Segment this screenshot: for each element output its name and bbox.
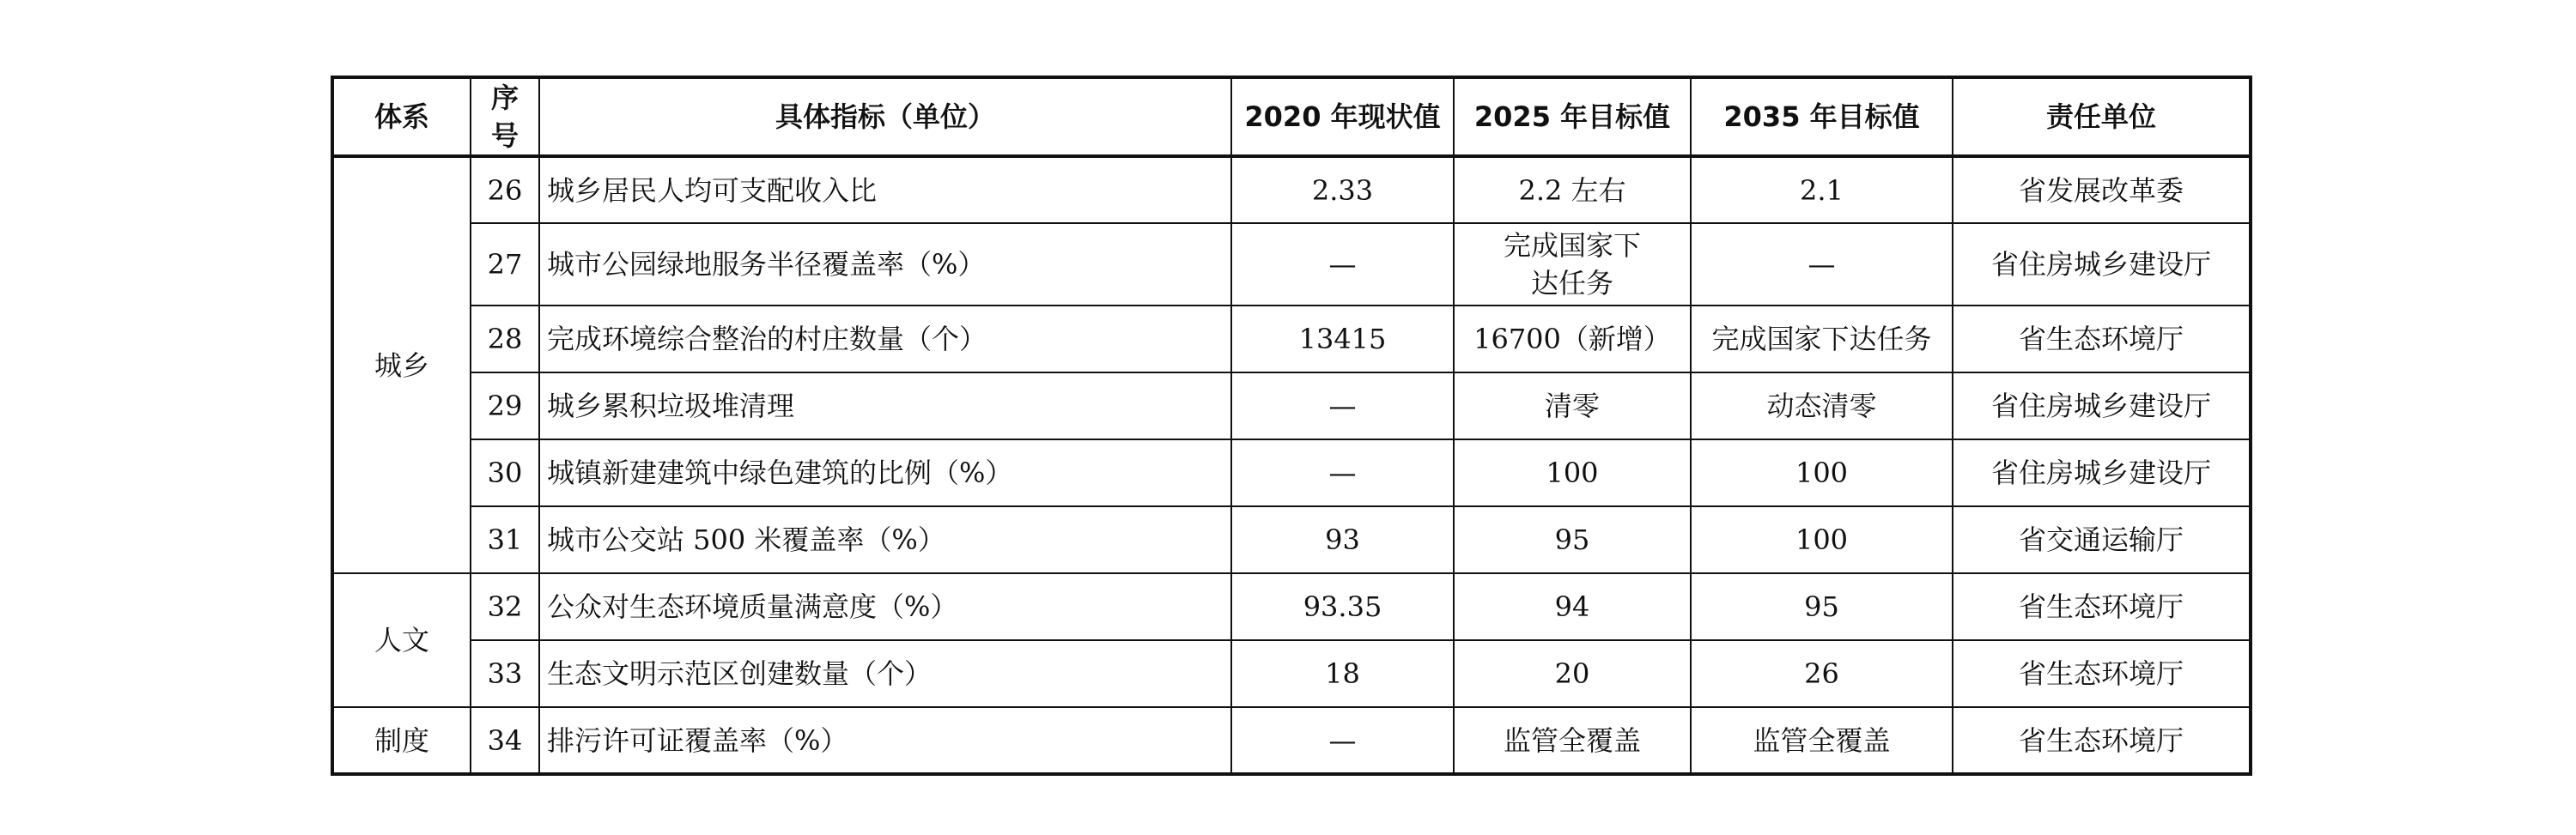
- row-2035: 动态清零: [1691, 372, 1953, 439]
- group-label-chengxiang: 城乡: [332, 156, 471, 573]
- row-no: 30: [471, 439, 539, 506]
- row-2020: —: [1231, 223, 1454, 306]
- header-2035: 2035 年目标值: [1691, 77, 1953, 156]
- row-2020: 18: [1231, 640, 1454, 707]
- row-indicator: 公众对生态环境质量满意度（%）: [539, 573, 1231, 640]
- row-dept: 省住房城乡建设厅: [1953, 372, 2251, 439]
- row-indicator: 城镇新建建筑中绿色建筑的比例（%）: [539, 439, 1231, 506]
- table-row: [332, 156, 2251, 223]
- row-2035: 26: [1691, 640, 1953, 707]
- row-2020: 13415: [1231, 306, 1454, 372]
- row-indicator: 城乡累积垃圾堆清理: [539, 372, 1231, 439]
- table-row: [332, 506, 2251, 573]
- row-2035: 监管全覆盖: [1691, 707, 1953, 774]
- row-no: 29: [471, 372, 539, 439]
- row-2020: —: [1231, 439, 1454, 506]
- table-row: [332, 439, 2251, 506]
- header-no: 序号: [471, 77, 539, 156]
- row-dept: 省生态环境厅: [1953, 306, 2251, 372]
- row-no: 33: [471, 640, 539, 707]
- row-2020: —: [1231, 707, 1454, 774]
- header-dept: 责任单位: [1953, 77, 2251, 156]
- row-2035: 完成国家下达任务: [1691, 306, 1953, 372]
- row-2020: 2.33: [1231, 156, 1454, 223]
- row-2025: 95: [1454, 506, 1691, 573]
- header-row: [332, 77, 2251, 156]
- row-2035: —: [1691, 223, 1953, 306]
- row-indicator: 城乡居民人均可支配收入比: [539, 156, 1231, 223]
- row-dept: 省生态环境厅: [1953, 707, 2251, 774]
- row-2025: 监管全覆盖: [1454, 707, 1691, 774]
- row-2025: 94: [1454, 573, 1691, 640]
- row-no: 32: [471, 573, 539, 640]
- row-no: 27: [471, 223, 539, 306]
- row-dept: 省交通运输厅: [1953, 506, 2251, 573]
- table-row: [332, 707, 2251, 774]
- row-no: 28: [471, 306, 539, 372]
- group-label-zhidu: 制度: [332, 707, 471, 774]
- table-row: [332, 573, 2251, 640]
- header-indicator: 具体指标（单位）: [539, 77, 1231, 156]
- row-dept: 省生态环境厅: [1953, 640, 2251, 707]
- row-indicator: 生态文明示范区创建数量（个）: [539, 640, 1231, 707]
- indicator-table: [331, 76, 2252, 776]
- header-2025: 2025 年目标值: [1454, 77, 1691, 156]
- row-dept: 省住房城乡建设厅: [1953, 439, 2251, 506]
- row-no: 31: [471, 506, 539, 573]
- table-row: [332, 372, 2251, 439]
- table-row: [332, 306, 2251, 372]
- row-2025: 完成国家下达任务: [1454, 223, 1691, 306]
- row-no: 26: [471, 156, 539, 223]
- row-2020: 93.35: [1231, 573, 1454, 640]
- header-2020: 2020 年现状值: [1231, 77, 1454, 156]
- row-dept: 省住房城乡建设厅: [1953, 223, 2251, 306]
- row-indicator: 排污许可证覆盖率（%）: [539, 707, 1231, 774]
- row-dept: 省生态环境厅: [1953, 573, 2251, 640]
- row-indicator: 城市公交站 500 米覆盖率（%）: [539, 506, 1231, 573]
- row-2025: 清零: [1454, 372, 1691, 439]
- group-label-renwen: 人文: [332, 573, 471, 707]
- row-2025: 100: [1454, 439, 1691, 506]
- table-row: [332, 223, 2251, 306]
- row-indicator: 城市公园绿地服务半径覆盖率（%）: [539, 223, 1231, 306]
- row-2035: 100: [1691, 506, 1953, 573]
- row-2025: 20: [1454, 640, 1691, 707]
- row-2035: 95: [1691, 573, 1953, 640]
- row-2035: 100: [1691, 439, 1953, 506]
- header-system: 体系: [332, 77, 471, 156]
- row-indicator: 完成环境综合整治的村庄数量（个）: [539, 306, 1231, 372]
- row-2025: 2.2 左右: [1454, 156, 1691, 223]
- row-2020: —: [1231, 372, 1454, 439]
- row-2020: 93: [1231, 506, 1454, 573]
- row-dept: 省发展改革委: [1953, 156, 2251, 223]
- table-row: [332, 640, 2251, 707]
- row-2035: 2.1: [1691, 156, 1953, 223]
- row-no: 34: [471, 707, 539, 774]
- row-2025: 16700（新增）: [1454, 306, 1691, 372]
